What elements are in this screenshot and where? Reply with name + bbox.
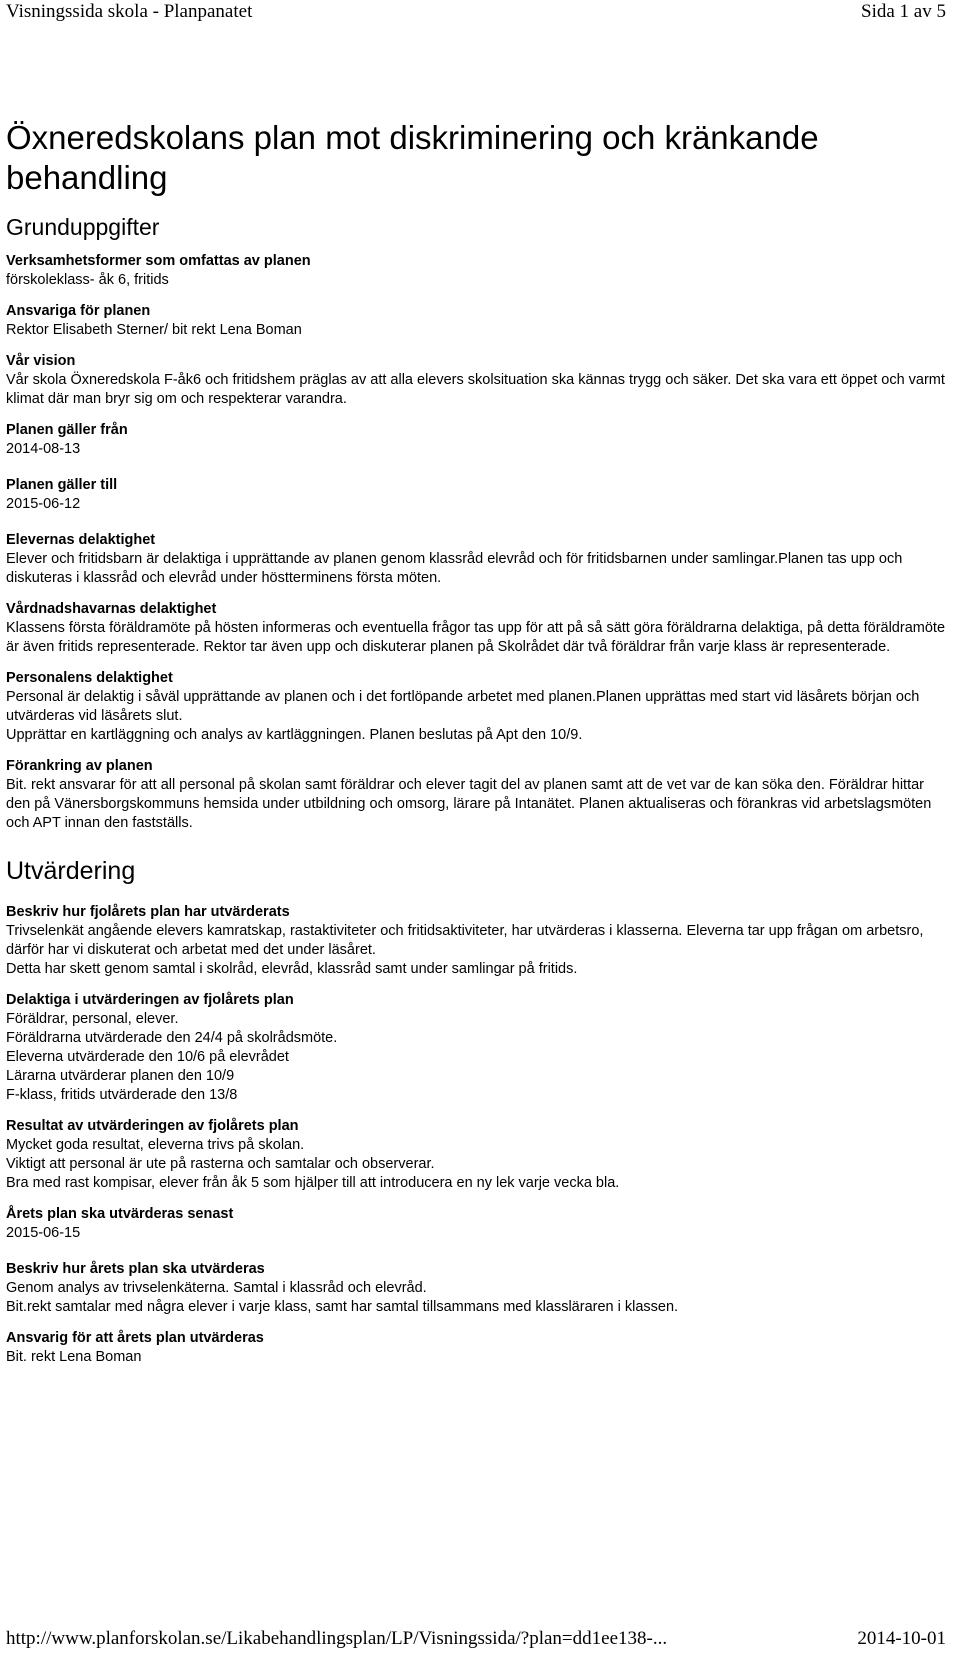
field-text: Personal är delaktig i såväl upprättande av planen och i det fortlöpande arbetet med planen.Planen upprättas med start vid läsårets början och utvärderas vid läsårets slut. Upprättar en kartläggning och analys av kartläggningen. Planen beslutas på Apt den 10/9.: [6, 689, 920, 743]
field-text: Rektor Elisabeth Sterner/ bit rekt Lena Boman: [6, 322, 302, 338]
section-heading-grunduppgifter: Grunduppgifter: [6, 214, 160, 240]
field-text: Elever och fritidsbarn är delaktiga i upprättande av planen genom klassråd elevråd och för fritidsbarnen under samlingar.Planen tas upp och diskuteras i klassråd och elevråd under höstterminens första möten.: [6, 551, 903, 586]
header-title: Visningssida skola - Planpanatet: [6, 1, 253, 22]
field-text: Mycket goda resultat, eleverna trivs på skolan. Viktigt att personal är ute på rasterna och samtalar och observerar. Bra med rast kompisar, elever från åk 5 som hjälper till att introducera en ny lek varje vecka bla.: [6, 1137, 620, 1191]
field-label: Personalens delaktighet: [6, 670, 173, 686]
field-text: Föräldrar, personal, elever. Föräldrarna utvärderade den 24/4 på skolrådsmöte. Eleverna utvärderade den 10/6 på elevrådet Lärarna utvärderar planen den 10/9 F-klass, fritids utvärderade den 13/8: [6, 1011, 338, 1103]
field-label: Beskriv hur fjolårets plan har utvärderats: [6, 904, 290, 920]
field-text: Klassens första föräldramöte på hösten informeras och eventuella frågor tas upp för att på så sätt göra föräldrarna delaktiga, på detta föräldramöte är även fritids representerade. Rektor tar även upp och diskuterar planen på Skolrådet där två föräldrar från varje klass är representerade.: [6, 620, 946, 655]
field-text: förskoleklass- åk 6, fritids: [6, 272, 169, 288]
field-resultat-utvardering: [6, 1117, 952, 1193]
field-personalens-delaktighet: [6, 669, 952, 745]
field-text: Bit. rekt Lena Boman: [6, 1349, 142, 1365]
field-label: Ansvarig för att årets plan utvärderas: [6, 1330, 264, 1346]
field-delaktiga-utvardering: [6, 991, 952, 1105]
field-label: Beskriv hur årets plan ska utvärderas: [6, 1261, 265, 1277]
document-title: Öxneredskolans plan mot diskriminering och kränkande behandling: [6, 119, 819, 196]
field-ansvarig-utvardering: [6, 1329, 952, 1367]
field-text: 2015-06-15: [6, 1225, 81, 1241]
field-vardnadshavarnas-delaktighet: [6, 600, 952, 657]
footer-date: 2014-10-01: [857, 1628, 946, 1649]
field-text: Bit. rekt ansvarar för att all personal på skolan samt föräldrar och elever tagit del av planen samt att de vet var de kan söka den. Föräldrar hittar den på Vänersborgskommuns hemsida under utbildning och omsorg, lärare på Intanätet. Planen aktualiseras och förankras vid arbetslagsmöten och APT innan den fastställs.: [6, 777, 932, 831]
footer-url: http://www.planforskolan.se/Likabehandlingsplan/LP/Visningssida/?plan=dd1ee138-...: [6, 1628, 668, 1649]
field-text: Genom analys av trivselenkäterna. Samtal i klassråd och elevråd. Bit.rekt samtalar med några elever i varje klass, samt har samtal tillsammans med klassläraren i klassen.: [6, 1280, 679, 1315]
field-text: Vår skola Öxneredskola F-åk6 och fritidshem präglas av att alla elevers skolsituation ska kännas trygg och säker. Det ska vara ett öppet och varmt klimat där man bryr sig om och respekterar varandra.: [6, 372, 945, 407]
field-label: Resultat av utvärderingen av fjolårets plan: [6, 1118, 299, 1134]
field-label: Planen gäller från: [6, 422, 128, 438]
document-content: [6, 118, 952, 1367]
field-beskriv-fjolarets: [6, 903, 952, 979]
field-beskriv-arets: [6, 1260, 952, 1317]
field-label: Vår vision: [6, 353, 76, 369]
field-forankring: [6, 757, 952, 833]
page-footer: [0, 1628, 960, 1654]
field-label: Planen gäller till: [6, 477, 118, 493]
page-number: Sida 1 av 5: [861, 1, 946, 22]
field-label: Elevernas delaktighet: [6, 532, 156, 548]
field-ansvariga: [6, 302, 952, 340]
field-label: Vårdnadshavarnas delaktighet: [6, 601, 217, 617]
field-var-vision: [6, 352, 952, 409]
field-elevernas-delaktighet: [6, 531, 952, 588]
field-label: Årets plan ska utvärderas senast: [6, 1206, 234, 1222]
page-header: [0, 0, 960, 30]
field-text: 2014-08-13: [6, 441, 81, 457]
field-galler-fran: [6, 421, 952, 459]
field-text: 2015-06-12: [6, 496, 81, 512]
field-label: Förankring av planen: [6, 758, 153, 774]
field-label: Delaktiga i utvärderingen av fjolårets plan: [6, 992, 294, 1008]
field-text: Trivselenkät angående elevers kamratskap, rastaktiviteter och fritidsaktiviteter, har utvärderas i klasserna. Eleverna tar upp frågan om arbetsro, därför har vi diskuterat och arbetat med det under läsåret. Detta har skett genom samtal i skolråd, elevråd, klassråd samt under samlingar på fritids.: [6, 923, 924, 977]
field-label: Ansvariga för planen: [6, 303, 151, 319]
field-verksamhetsformer: [6, 252, 952, 290]
section-heading-utvardering: Utvärdering: [6, 857, 136, 885]
field-galler-till: [6, 476, 952, 514]
field-utvarderas-senast: [6, 1205, 952, 1243]
field-label: Verksamhetsformer som omfattas av planen: [6, 253, 311, 269]
